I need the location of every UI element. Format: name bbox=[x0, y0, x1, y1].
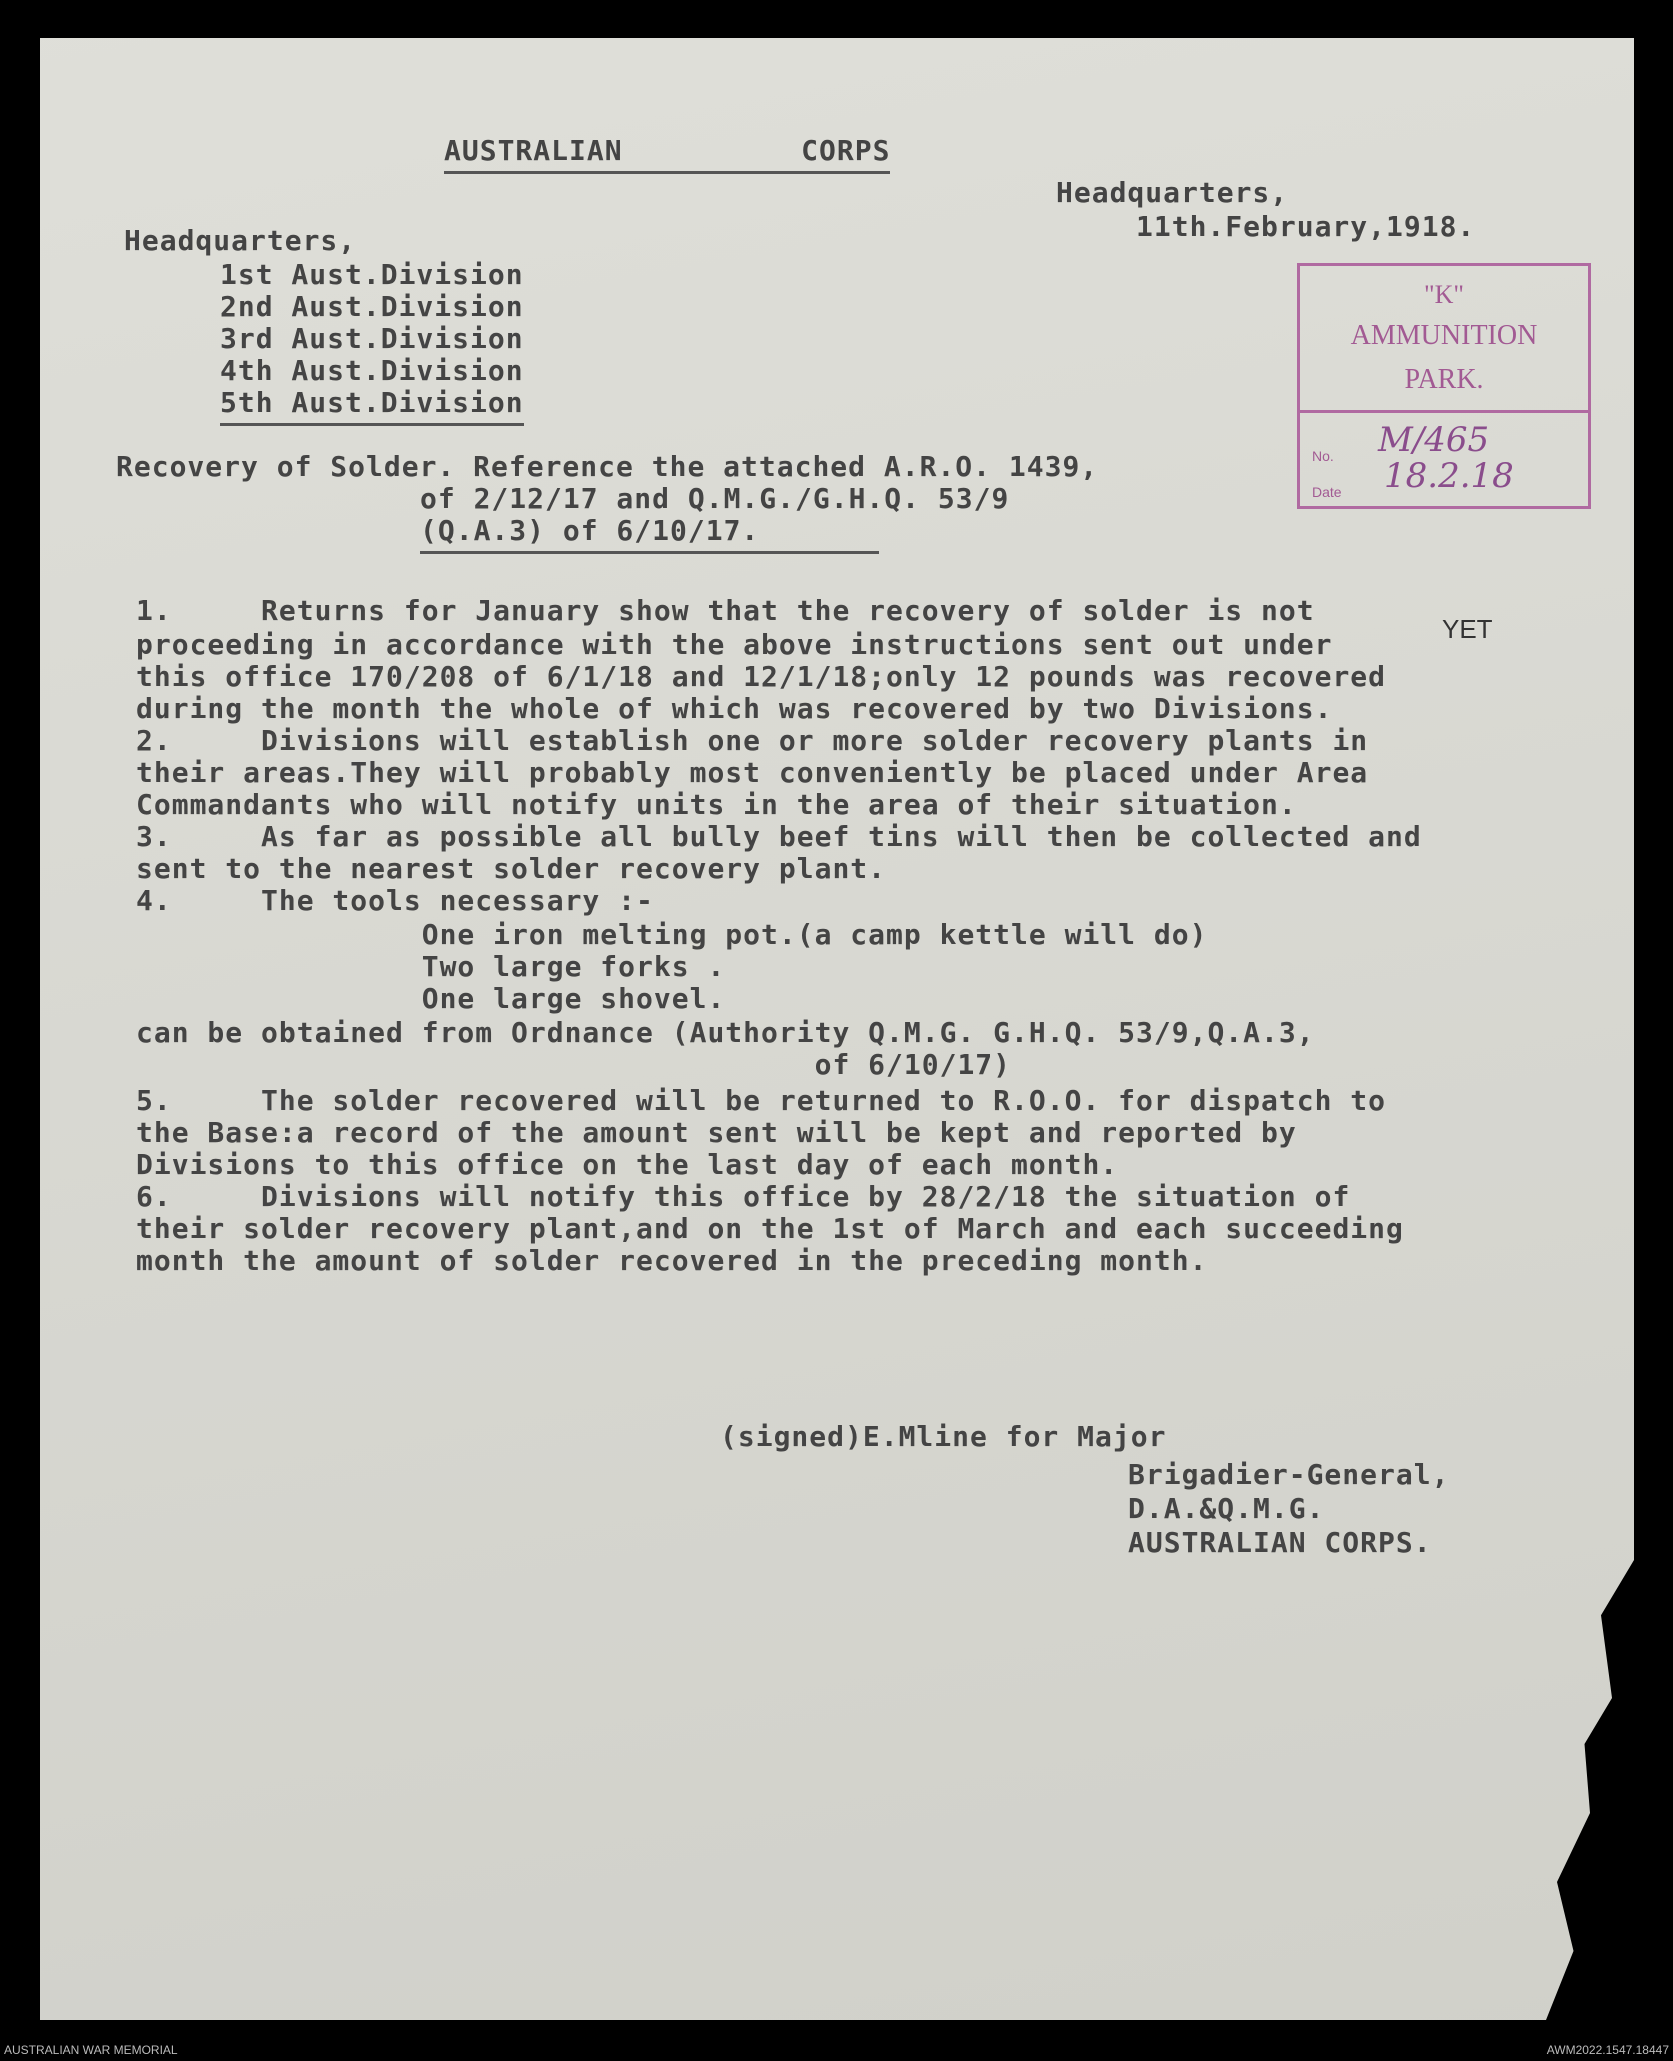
body-line: One large shovel. bbox=[136, 982, 726, 1015]
body-line: Two large forks . bbox=[136, 950, 726, 983]
stamp-date-label: Date bbox=[1312, 484, 1342, 500]
division-line: 1st Aust.Division bbox=[220, 258, 524, 291]
body-line: of 6/10/17) bbox=[136, 1048, 1012, 1081]
torn-corner bbox=[1524, 1560, 1634, 2020]
body-line: 2. Divisions will establish one or more solder recovery plants in bbox=[136, 724, 1369, 757]
letter-date: 11th.February,1918. bbox=[1136, 210, 1476, 243]
body-line: 6. Divisions will notify this office by 28/2/18 the situation of bbox=[136, 1180, 1351, 1213]
body-line: the Base:a record of the amount sent will be kept and reported by bbox=[136, 1116, 1297, 1149]
stamp-no-label: No. bbox=[1312, 448, 1334, 464]
body-line: sent to the nearest solder recovery plant. bbox=[136, 852, 887, 885]
body-line: Commandants who will notify units in the area of their situation. bbox=[136, 788, 1297, 821]
stamp-line-3: PARK. bbox=[1404, 364, 1484, 395]
body-line: their areas.They will probably most conveniently be placed under Area bbox=[136, 756, 1369, 789]
body-line: One iron melting pot.(a camp kettle will do) bbox=[136, 918, 1208, 951]
body-line: 3. As far as possible all bully beef tins will then be collected and bbox=[136, 820, 1422, 853]
signature-rank: Brigadier-General, bbox=[1128, 1458, 1450, 1491]
stamp-no-value: M/465 bbox=[1378, 420, 1490, 460]
signature-unit: AUSTRALIAN CORPS. bbox=[1128, 1526, 1432, 1559]
stamp-line-2: AMMUNITION bbox=[1350, 320, 1538, 351]
addressee-title: Headquarters, bbox=[124, 224, 357, 257]
footer-reference: AWM2022.1547.18447 bbox=[1546, 2043, 1669, 2057]
division-line: 4th Aust.Division bbox=[220, 354, 524, 387]
body-line: proceeding in accordance with the above instructions sent out under bbox=[136, 628, 1333, 661]
division-line: 3rd Aust.Division bbox=[220, 322, 524, 355]
ammunition-park-stamp bbox=[1297, 263, 1591, 509]
body-line: 4. The tools necessary :- bbox=[136, 884, 654, 917]
body-line: their solder recovery plant,and on the 1st of March and each succeeding bbox=[136, 1212, 1404, 1245]
subject-line-1: Recovery of Solder. Reference the attached A.R.O. 1439, bbox=[116, 450, 1099, 483]
corps-title: AUSTRALIAN CORPS bbox=[444, 134, 890, 174]
body-line: Divisions to this office on the last day of each month. bbox=[136, 1148, 1119, 1181]
body-line: can be obtained from Ordnance (Authority Q.M.G. G.H.Q. 53/9,Q.A.3, bbox=[136, 1016, 1315, 1049]
subject-line-2: of 2/12/17 and Q.M.G./G.H.Q. 53/9 bbox=[420, 482, 1010, 515]
hq-label: Headquarters, bbox=[1056, 176, 1289, 209]
document-page bbox=[40, 38, 1634, 2020]
body-line: 5. The solder recovered will be returned to R.O.O. for dispatch to bbox=[136, 1084, 1387, 1117]
stamp-divider bbox=[1300, 410, 1588, 413]
stamp-line-1: "K" bbox=[1423, 280, 1464, 309]
signature-office: D.A.&Q.M.G. bbox=[1128, 1492, 1325, 1525]
body-line: this office 170/208 of 6/1/18 and 12/1/18;only 12 pounds was recovered bbox=[136, 660, 1387, 693]
division-line: 2nd Aust.Division bbox=[220, 290, 524, 323]
body-line: during the month the whole of which was recovered by two Divisions. bbox=[136, 692, 1333, 725]
signature-line: (signed)E.Mline for Major bbox=[720, 1420, 1167, 1453]
subject-line-3: (Q.A.3) of 6/10/17. bbox=[420, 514, 879, 554]
stamp-date-value: 18.2.18 bbox=[1384, 456, 1514, 496]
handwritten-insert: YET bbox=[1442, 614, 1493, 644]
footer-archive-name: AUSTRALIAN WAR MEMORIAL bbox=[4, 2043, 178, 2057]
body-line: month the amount of solder recovered in the preceding month. bbox=[136, 1244, 1208, 1277]
division-line: 5th Aust.Division bbox=[220, 386, 524, 426]
body-line: 1. Returns for January show that the recovery of solder is not bbox=[136, 594, 1315, 627]
